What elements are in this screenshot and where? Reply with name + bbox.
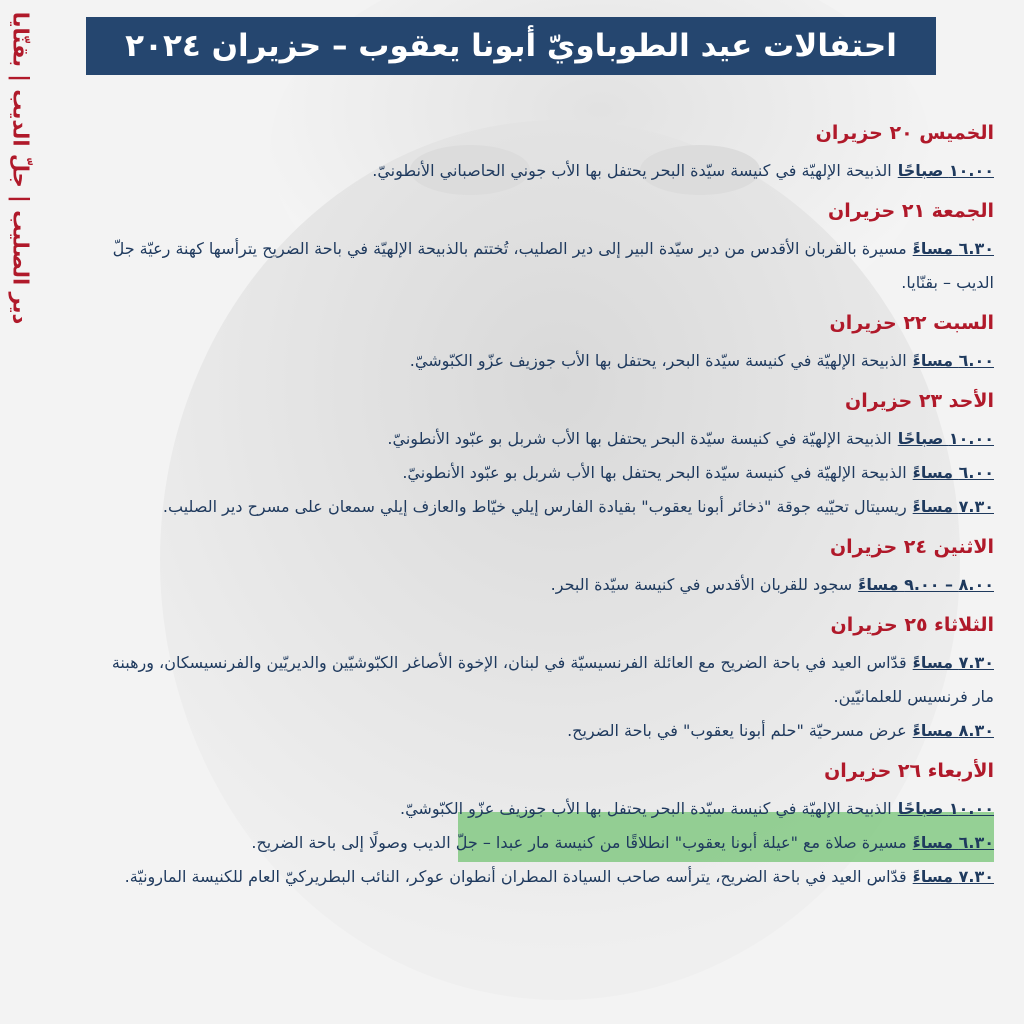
event-item <box>94 422 994 456</box>
event-text: مسيرة صلاة مع "عيلة أبونا يعقوب" انطلاقًا من كنيسة مار عبدا – جلّ الديب وصولًا إلى باحة الضريح. <box>251 833 907 852</box>
event-item <box>94 568 994 602</box>
event-text: قدّاس العيد في باحة الضريح مع العائلة الفرنسيسيّة في لبنان، الإخوة الأصاغر الكبّوشيّين والديريّين والفرنسيسكان، ورهبنة مار فرنسيس للعلمانيّين. <box>111 653 994 706</box>
event-time: ١٠.٠٠ صباحًا <box>897 429 994 448</box>
day-thursday <box>94 120 994 188</box>
event-item <box>94 826 994 860</box>
event-time: ١٠.٠٠ صباحًا <box>897 799 994 818</box>
event-time: ٦.٠٠ مساءً <box>912 351 994 370</box>
side-text-label: دير الصليب | جلّ الديب | بقنّايا <box>8 11 32 325</box>
event-item <box>94 456 994 490</box>
day-sunday <box>94 388 994 524</box>
event-text: الذبيحة الإلهيّة في كنيسة سيّدة البحر يحتفل بها الأب جوني الحاصباني الأنطونيّ. <box>372 161 892 180</box>
event-time: ٦.٠٠ مساءً <box>912 463 994 482</box>
event-text: مسيرة بالقربان الأقدس من دير سيّدة البير إلى دير الصليب، تُختتم بالذبيحة الإلهيّة في باحة الضريح يترأسها كهنة رعيّة جلّ الديب – بقنّايا. <box>112 239 994 292</box>
schedule <box>94 120 994 904</box>
event-item <box>94 232 994 300</box>
day-heading: الثلاثاء ٢٥ حزيران <box>830 614 994 636</box>
event-time: ٧.٣٠ مساءً <box>912 867 994 886</box>
page-title: احتفالات عيد الطوباويّ أبونا يعقوب – حزيران ٢٠٢٤ <box>125 28 897 64</box>
event-time: ١٠.٠٠ صباحًا <box>897 161 994 180</box>
day-heading: الخميس ٢٠ حزيران <box>815 122 994 144</box>
event-item <box>94 792 994 826</box>
event-time: ٦.٣٠ مساءً <box>912 239 994 258</box>
event-item <box>94 646 994 714</box>
event-time: ٨.٣٠ مساءً <box>912 721 994 740</box>
event-item <box>94 154 994 188</box>
event-time: ٨.٠٠ – ٩.٠٠ مساءً <box>858 575 994 594</box>
event-text: قدّاس العيد في باحة الضريح، يترأسه صاحب السيادة المطران أنطوان عوكر، النائب البطريركيّ العام للكنيسة المارونيّة. <box>124 867 907 886</box>
page-title-banner <box>86 17 936 75</box>
event-time: ٦.٣٠ مساءً <box>912 833 994 852</box>
event-time: ٧.٣٠ مساءً <box>912 653 994 672</box>
event-text: الذبيحة الإلهيّة في كنيسة سيّدة البحر يحتفل بها الأب شربل بو عبّود الأنطونيّ. <box>402 463 907 482</box>
event-item <box>94 344 994 378</box>
day-wednesday <box>94 758 994 894</box>
event-item <box>94 490 994 524</box>
day-heading: الجمعة ٢١ حزيران <box>828 200 994 222</box>
event-text: الذبيحة الإلهيّة في كنيسة سيّدة البحر يحتفل بها الأب شربل بو عبّود الأنطونيّ. <box>387 429 892 448</box>
event-text: سجود للقربان الأقدس في كنيسة سيّدة البحر. <box>550 575 853 594</box>
day-tuesday <box>94 612 994 748</box>
day-monday <box>94 534 994 602</box>
event-text: ريسيتال تحيّيه جوقة "ذخائر أبونا يعقوب" بقيادة الفارس إيلي خيّاط والعازف إيلي سمعان على مسرح دير الصليب. <box>162 497 907 516</box>
day-heading: الأربعاء ٢٦ حزيران <box>824 760 994 782</box>
event-text: عرض مسرحيّة "حلم أبونا يعقوب" في باحة الضريح. <box>567 721 907 740</box>
day-saturday <box>94 310 994 378</box>
event-item <box>94 714 994 748</box>
event-text: الذبيحة الإلهيّة في كنيسة سيّدة البحر يحتفل بها الأب جوزيف عزّو الكبّوشيّ. <box>400 799 892 818</box>
event-item <box>94 860 994 894</box>
event-time: ٧.٣٠ مساءً <box>912 497 994 516</box>
location-side-label <box>2 11 38 325</box>
day-heading: السبت ٢٢ حزيران <box>829 312 994 334</box>
day-heading: الأحد ٢٣ حزيران <box>845 390 994 412</box>
day-friday <box>94 198 994 300</box>
event-text: الذبيحة الإلهيّة في كنيسة سيّدة البحر، يحتفل بها الأب جوزيف عزّو الكبّوشيّ. <box>409 351 907 370</box>
day-heading: الاثنين ٢٤ حزيران <box>829 536 994 558</box>
